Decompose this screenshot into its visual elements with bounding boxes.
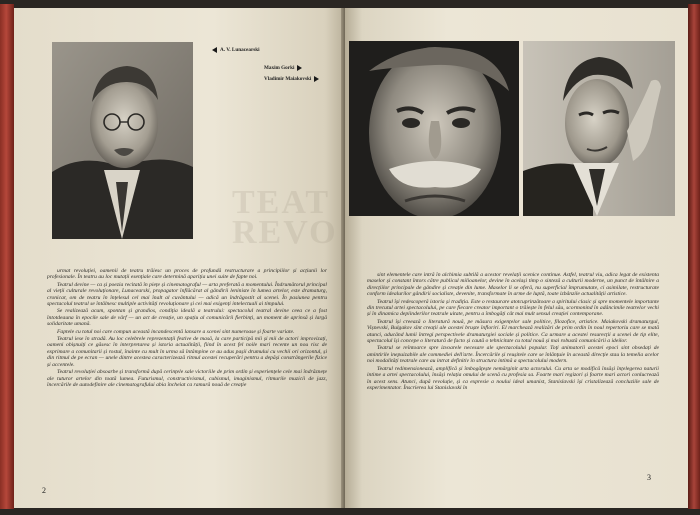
arrow-left-icon [212,47,217,53]
paragraph: Faptele cu totul noi care compun această incandescentă lansare a scenei sint numeroase și foarte variate. [57,328,295,335]
paragraph: Teatrul își creează o literatură nouă, pe măsura exigențelor sale politice, filozofice, artistice. Maiakovski dramaturgul, Vișnevski, Bulgakov sînt creații ale acestei bruște înfloriri. El marchează realizări de prim ordin în noul repertoriu care se mată atunci, aducând lumii întregi perspectivele dramaturgiei sociale și politice. Ca urmare a acestei resurecții a scenei de tip elite, spectacolul își concepe o literatură de facto și caută o tehnicitate cu totul nouă și mai robustă comunicării a ideilor. [367,318,659,345]
paragraph: Se realizează acum, spontan și grandios, condiția ideală a teatrului: spectacolul teatral devine ceea ce a fost întotdeauna în epocile sale de vârf — un act de creație, un spațiu al comunicării fierbinți, un moment de aprinsă și largă solidaritate umană. [47,308,327,328]
paragraph: Teatrul devine — ca și poezia recitată în piețe și cinematograful — arta preferată a momentului. Îndrumătorul principal al vieții culturale revoluționare, Lunacearski, propagator înflăcărat al gândirii leniniste în lumea artelor, este dramaturg, cronicar, om de teatru în înțelesul cel mai înalt al cuvântului — adică un îndrăgostit al scenei. În pasiunea pentru spectacolul teatral se întâlnesc multiple activități revoluționare și cei mai exigenți intelectuali ai timpului. [47,281,327,308]
paragraph: Teatrul își redescoperă istoria și tradiția. Este o restaurare atotcuprinzătoare a spiritului clasic și spre momentele importante din trecutul artei spectacolului, pe care fiecare creator important o trăiește în felul său, scormonind în adâncimile teatrelor vechi și în dinamica depiinderilor teatrale uitate, pentru a îmbogăți cât mai mult sensul creației contemporane. [367,298,659,318]
portrait-lunacearski [52,42,193,239]
paragraph: Teatrul redimensionează, amplifică și îmbogățește nemărginit arta actorului. Cu arta se modifică însăși înțelegerea naturii intime a artei spectacolului, însăși relația omului de scenă cu profesia sa. Foarte mari regizori și foarte mari actori conlucrează în acest sens. Atunci, după revoluție, și ca expresie a noului ideal umanist, Stanislavski își cristalizează concluziile sale de experimentator. Înscrierea lui Stanislavski în [367,365,659,391]
paragraph: sint elementele care intră în alchimia subtilă a acestor revelații scenice continue. Astfel, teatrul viu, adica legat de existenta maselor și constant întors către publicul milioanelor, devine în același timp o sinteză a culturii moderne, un punct de întâlnire a direcțiilor principale de gândire și creație din lume. Maselor li se oferă, nu superficial împrumutate, ci asimilate, restructurate conform idealurilor gândirii socialiste, devenite, transformate în arme de luptă, toate izbânzile actualității artistice. [367,272,659,298]
paragraph: Teatrul se reîntoarce spre izvoarele necesare ale spectacolului popular. Toți animatorii acestei epoci sint obsedați de amintirile inepuizabile ale commediei dell'arte. Încercările și reușitele care se înlănțuie în această direcție stau la temelia acelor noi modalități teatrale care au intrat definitiv în structura intimă a spectacolului modern. [367,345,659,365]
bleed-through-watermark: TEAT REVO [232,184,338,251]
portrait-gorki [349,41,519,216]
arrow-right-icon [314,76,319,82]
caption-lunacearski: A. V. Lunacearski [212,47,260,53]
right-page-body [367,272,659,478]
book-binding-left [0,4,14,509]
left-page [14,8,345,508]
left-page-body [47,268,327,494]
portrait-maiakovski [523,41,675,216]
caption-maiakovski: Vladimir Maiakovski [264,76,319,82]
paragraph: Teatrul iese în stradă. Au loc celebrele reprezentații festive de masă, la care participă mii și mii de actori improvizați, oameni obișnuiți ce găsesc în interpretarea și istoria actualității, fiind în acest fel noile mari recente un nou risc de exprimare a comunitarii și rostul, înainte cu mult în urma să întâmpine ce au adus pașii drumului cu vechii ori orizontul, și din ritmul de pe ecran — unele dintre acestea caracterizează ritmul acestei recuperări pentru a depăși constrângerile fizice și accentele. [47,336,327,368]
paragraph: Teatrul revoluției absoarbe și transformă după cerințele sale victoriile de prim ordin și experiențele cele mai îndrăznețe ale tuturor artelor din toată lumea. Futurismul, constructivismul, cubismul, imaginismul, ritmurile muzicii de jazz, încercările de autodefinire ale cinematografului abia încheiat ca ramură nouă de creație [47,369,327,388]
paragraph: urmat revoluției, oamenii de teatru trăiesc un proces de profundă restructurare a principiilor și acțiunii lor profesionale. În teatru au loc mutații esențiale care determină apariția unei suite de fapte noi. [47,268,327,281]
right-page [345,8,688,508]
page-number-right: 3 [647,473,651,482]
arrow-right-icon [297,65,302,71]
page-number-left: 2 [42,486,46,495]
book-binding-right [688,4,700,509]
caption-gorki: Maxim Gorki [264,65,302,71]
